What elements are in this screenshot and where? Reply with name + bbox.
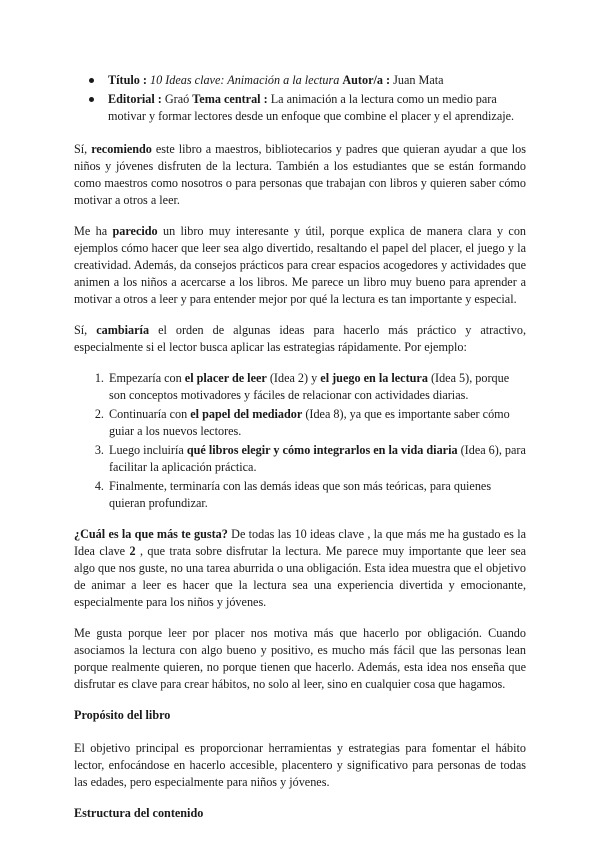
paragraph-opinion <box>74 223 526 308</box>
author-label: Autor/a : <box>342 73 391 87</box>
step-item <box>107 478 526 512</box>
p3-post: el orden de algunas ideas para hacerlo más práctico y atractivo, especialmente si el lector busca aplicar las estrategias rápidamente. Por ejemplo: <box>74 323 526 354</box>
p2-pre: Me ha <box>74 224 108 238</box>
editorial-label: Editorial : <box>108 92 162 106</box>
p2-bold: parecido <box>112 224 158 238</box>
step-bold: el papel del mediador <box>190 407 303 421</box>
p1-post: este libro a maestros, bibliotecarios y padres que quieran ayudar a que los niños y jóvenes disfruten de la lectura. También a los estudiantes que se están formando como maestros como nosotros o para personas que trabajan con libros y quieren saber cómo motivar a otros a leer. <box>74 142 526 207</box>
step-text: (Idea 6), para facilitar la aplicación práctica. <box>109 443 526 474</box>
heading-proposito: Propósito del libro <box>74 708 171 722</box>
p4-bold2: 2 <box>129 544 136 558</box>
p4-mid: De todas las 10 ideas clave , la que más me ha gustado es la Idea clave <box>74 527 526 558</box>
p1-pre: Sí, <box>74 142 88 156</box>
title-label: Título : <box>108 73 147 87</box>
step-text: Empezaría con <box>109 371 182 385</box>
step-item <box>107 370 526 404</box>
step-text: Luego incluiría <box>109 443 184 457</box>
step-text: Continuaría con <box>109 407 188 421</box>
paragraph-objective: El objetivo principal es proporcionar herramientas y estrategias para fomentar el hábito lector, enfocándose en hacerlo accesible, placentero y significativo para personas de todas las edades, pero especialmente para niños y jóvenes. <box>74 741 526 789</box>
step-text: (Idea 5), porque son conceptos motivadores y fáciles de relacionar con actividades diarias. <box>109 371 510 402</box>
theme-value: La animación a la lectura como un medio para motivar y formar lectores desde un enfoque que combine el placer y el aprendizaje. <box>108 92 515 123</box>
p4-post: , que trata sobre disfrutar la lectura. Me parece muy importante que leer sea algo que nos guste, no una tarea aburrida o una obligación. Esta idea muestra que el objetivo de animar a leer es hacer que la lectura sea una experiencia divertida y emocionante, especialmente para los niños y jóvenes. <box>74 544 527 609</box>
title-value: 10 Ideas clave: Animación a la lectura <box>149 73 340 87</box>
step-bold: qué libros elegir y cómo integrarlos en la vida diaria <box>186 443 458 457</box>
step-item <box>107 442 526 476</box>
editorial-value: Graó <box>164 92 190 106</box>
paragraph-recommend <box>74 141 526 209</box>
p4-bold: ¿Cuál es la que más te gusta? <box>74 527 228 541</box>
p3-pre: Sí, <box>74 323 88 337</box>
paragraph-change <box>74 322 526 356</box>
step-item <box>107 406 526 440</box>
paragraph-reason: Me gusta porque leer por placer nos motiva más que hacerlo por obligación. Cuando asociamos la lectura con algo bueno y positivo, es mucho más fácil que las personas lean porque realmente quieren, no porque tienen que hacerlo. Además, esta idea nos enseña que disfrutar es clave para crear hábitos, no solo al leer, sino en cualquier cosa que hagamos. <box>74 626 526 691</box>
editorial-bullet <box>108 91 526 125</box>
reorder-steps-list <box>74 370 526 512</box>
step-text: (Idea 8), ya que es importante saber cómo guiar a los nuevos lectores. <box>109 407 510 438</box>
step-text: (Idea 2) y <box>269 371 318 385</box>
title-bullet <box>108 72 526 89</box>
p2-post: un libro muy interesante y útil, porque explica de manera clara y con ejemplos cómo hacer que leer sea algo divertido, resaltando el papel del placer, el juego y la creatividad. Además, da consejos prácticos para crear espacios acogedores y actividades que animen a los niños a acercarse a los libros. Me parece un libro muy bueno para aprender a motivar a otros a leer y para entender mejor por qué la lectura es tan importante y especial. <box>74 224 527 306</box>
p3-bold: cambiaría <box>96 323 150 337</box>
step-bold: el placer de leer <box>184 371 267 385</box>
p1-bold: recomiendo <box>91 142 152 156</box>
heading-estructura: Estructura del contenido <box>74 806 204 820</box>
document-body <box>74 72 526 838</box>
book-info-list <box>74 72 526 125</box>
step-text: Finalmente, terminaría con las demás ideas que son más teóricas, para quienes quieran profundizar. <box>109 479 492 510</box>
author-value: Juan Mata <box>393 73 444 87</box>
theme-label: Tema central : <box>192 92 268 106</box>
paragraph-favorite <box>74 526 526 611</box>
step-bold: el juego en la lectura <box>320 371 428 385</box>
